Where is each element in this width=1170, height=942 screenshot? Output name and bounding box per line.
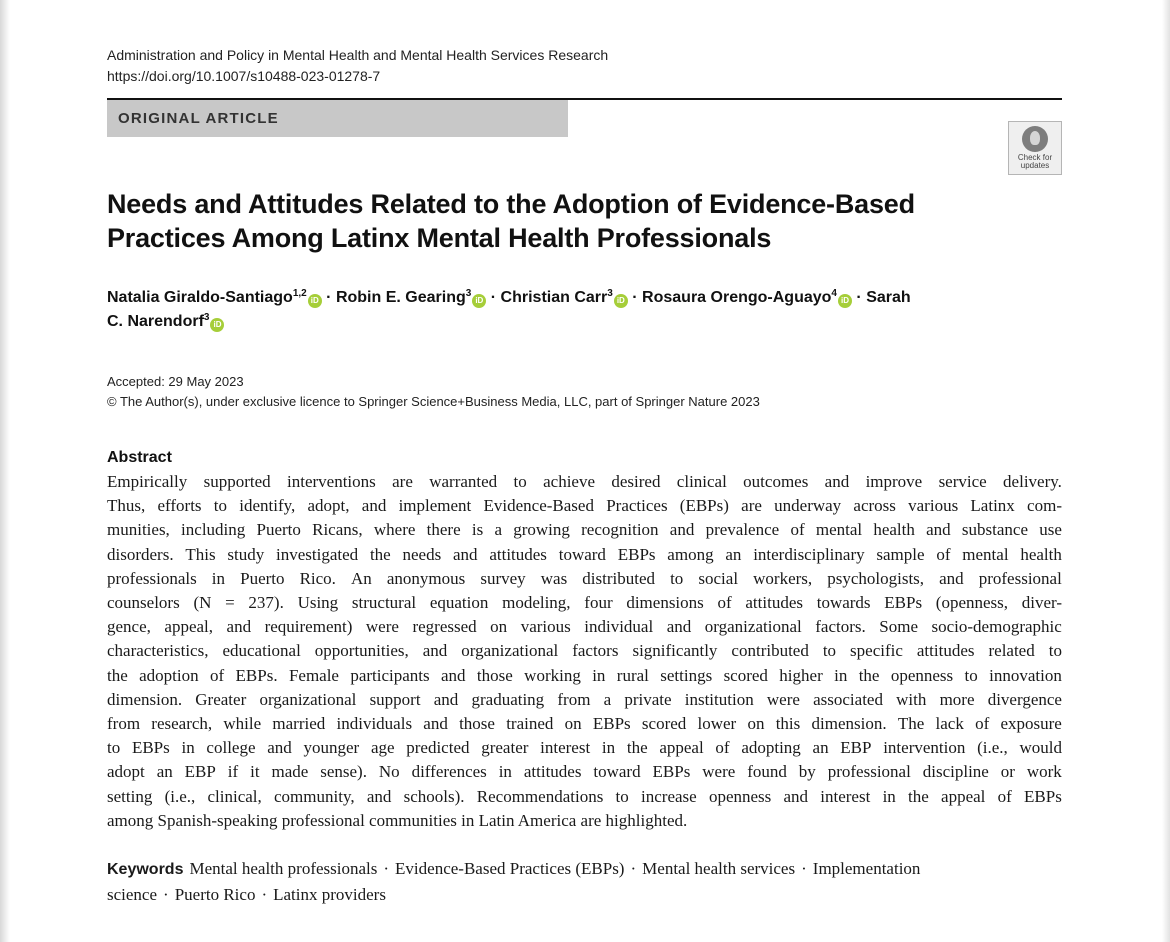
author-name[interactable]: Natalia Giraldo-Santiago <box>107 289 293 306</box>
title-line: Practices Among Latinx Mental Health Professionals <box>107 223 772 253</box>
keyword-separator: · <box>383 859 390 878</box>
abstract-line: munities, including Puerto Ricans, where there is a growing recognition and prevalence of mental health and substance use <box>107 520 1062 540</box>
page-right-edge <box>1162 0 1170 942</box>
abstract-line: counselors (N = 237). Using structural equation modeling, four dimensions of attitudes towards EBPs (openness, diver- <box>107 593 1062 613</box>
article-meta <box>107 372 760 412</box>
abstract-line: dimension. Greater organizational support and graduating from a private institution were associated with more divergence <box>107 689 1062 709</box>
copyright-notice: © The Author(s), under exclusive licence to Springer Science+Business Media, LLC, part of Springer Nature 2023 <box>107 394 760 409</box>
check-for-updates-badge[interactable] <box>1008 121 1062 175</box>
author-affiliation: 4 <box>831 288 837 299</box>
abstract-heading: Abstract <box>107 449 172 466</box>
keyword[interactable]: Mental health professionals <box>189 859 378 878</box>
abstract-line: among Spanish-speaking professional communities in Latin America are highlighted. <box>107 810 688 830</box>
abstract-line: the adoption of EBPs. Female participants and those working in rural settings scored higher in the openness to innovation <box>107 665 1062 685</box>
abstract-line: characteristics, educational opportunities, and organizational factors significantly contributed to specific attitudes related to <box>107 641 1062 661</box>
journal-name: Administration and Policy in Mental Health and Mental Health Services Research <box>107 47 609 63</box>
author-name[interactable]: Sarah <box>866 289 911 306</box>
abstract-line: Empirically supported interventions are warranted to achieve desired clinical outcomes and improve service delivery. <box>107 472 1062 491</box>
keywords-label: Keywords <box>107 861 184 878</box>
author-list <box>107 286 1047 334</box>
author-affiliation: 3 <box>203 312 210 323</box>
orcid-icon[interactable]: iD <box>308 294 322 308</box>
abstract-line: gence, appeal, and requirement) were regressed on various individual and organizational factors. Some socio-demographic <box>107 617 1062 637</box>
keyword[interactable]: Latinx providers <box>273 885 386 904</box>
abstract-line: disorders. This study investigated the needs and attitudes toward EBPs among an interdisciplinary sample of mental health <box>107 544 1062 564</box>
orcid-icon[interactable]: iD <box>614 294 628 308</box>
crossmark-icon <box>1022 126 1048 152</box>
author-affiliation: 3 <box>465 288 472 299</box>
author-separator: · <box>632 289 638 306</box>
keyword-separator: · <box>163 885 169 904</box>
abstract-line: adopt an EBP if it made sense). No differences in attitudes toward EBPs were found by professional discipline or work <box>107 762 1062 782</box>
doi-link[interactable]: https://doi.org/10.1007/s10488-023-01278-7 <box>107 68 381 84</box>
abstract-line: setting (i.e., clinical, community, and schools). Recommendations to increase openness and interest in the appeal of EBPs <box>107 786 1062 806</box>
author-separator: · <box>856 289 862 306</box>
orcid-icon[interactable]: iD <box>472 294 486 308</box>
article-type-banner: ORIGINAL ARTICLE <box>107 100 568 137</box>
author-name[interactable]: Christian Carr <box>500 289 608 306</box>
keywords-section <box>107 856 1062 907</box>
keyword-separator: · <box>261 885 268 904</box>
orcid-icon[interactable]: iD <box>838 294 852 308</box>
keyword[interactable]: Implementation <box>812 859 921 878</box>
abstract-line: to EBPs in college and younger age predicted greater interest in the appeal of adopting an EBP intervention (i.e., would <box>107 738 1062 758</box>
check-updates-label: Check for updates <box>1017 153 1053 170</box>
abstract-text <box>107 470 1062 833</box>
author-affiliation: 3 <box>607 288 613 299</box>
article-title <box>107 187 1007 255</box>
accepted-date: Accepted: 29 May 2023 <box>107 374 244 389</box>
author-name[interactable]: C. Narendorf <box>107 313 204 330</box>
author-name[interactable]: Rosaura Orengo-Aguayo <box>642 289 832 306</box>
abstract-line: from research, while married individuals and those trained on EBPs scored lower on this dimension. The lack of exposure <box>107 714 1062 734</box>
abstract-line: Thus, efforts to identify, adopt, and implement Evidence-Based Practices (EBPs) are underway across various Latinx com- <box>107 496 1062 516</box>
keyword-separator: · <box>630 859 637 878</box>
keyword-separator: · <box>801 859 807 878</box>
author-affiliation: 1,2 <box>292 288 307 299</box>
title-line: Needs and Attitudes Related to the Adoption of Evidence-Based <box>107 189 915 219</box>
keyword[interactable]: Mental health services <box>642 859 796 878</box>
author-separator: · <box>490 289 497 306</box>
abstract-line: professionals in Puerto Rico. An anonymous survey was distributed to social workers, psychologists, and professional <box>107 568 1062 588</box>
orcid-icon[interactable]: iD <box>210 318 224 332</box>
journal-header <box>107 45 608 87</box>
author-name[interactable]: Robin E. Gearing <box>335 289 466 306</box>
page-left-edge <box>0 0 10 942</box>
author-separator: · <box>326 289 332 306</box>
keyword[interactable]: science <box>107 885 158 904</box>
keyword[interactable]: Evidence-Based Practices (EBPs) <box>395 859 625 878</box>
keyword[interactable]: Puerto Rico <box>174 885 256 904</box>
